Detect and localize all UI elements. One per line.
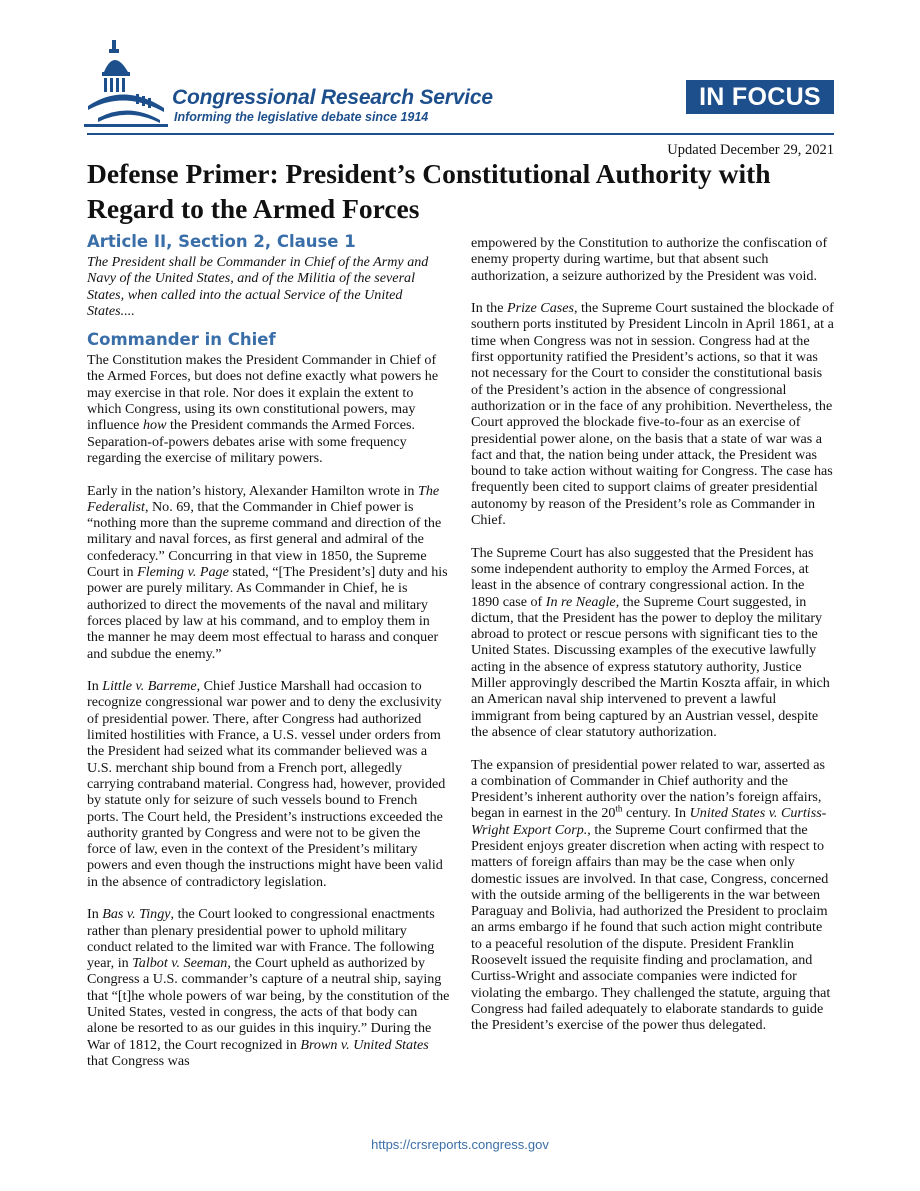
paragraph: The Supreme Court has also suggested that the President has some independent authority to employ the Armed Forces, at least in the absence of contrary congressional action. In the 1890 case of In re Neagle, the Supreme Court suggested, in dictum, that the President has the power to deploy the military abroad to protect or rescue persons with significant ties to the United States. Discussing examples of the executive lawfully acting in the absence of express statutory authority, Justice Miller approvingly described the Martin Koszta affair, in which an American naval ship intervened to prevent a lawful immigrant from being captured by an Austrian vessel, despite the absence of clear statutory authorization. bbox=[471, 544, 830, 740]
paragraph: The expansion of presidential power related to war, asserted as a combination of Commander in Chief authority and the President’s inherent authority over the nation’s foreign affairs, began in earnest in the 20th century. In United States v. Curtiss-Wright Export Corp., the Supreme Court confirmed that the President enjoys greater discretion when acting with respect to matters of foreign affairs than may be the case when only domestic issues are involved. In that case, Congress, concerned with the outside arming of the belligerents in the war between Paraguay and Bolivia, had authorized the President to proclaim an arms embargo if he found that such action might contribute to a peaceful resolution of the dispute. President Franklin Roosevelt issued the requisite finding and proclamation, and Curtiss-Wright and associate companies were indicted for violating the embargo. They challenged the statute, arguing that Congress had failed adequately to elaborate standards to guide the President’s exercise of the power thus delegated. bbox=[471, 756, 831, 1034]
report-header bbox=[0, 0, 920, 224]
in-focus-badge: IN FOCUS bbox=[686, 80, 834, 114]
paragraph: In Little v. Barreme, Chief Justice Marshall had occasion to recognize congressional war power and to deny the exclusivity of presidential power. There, after Congress had authorized limited hostilities with France, a U.S. vessel under orders from the President had seized what its commander believed was a U.S. merchant ship bound from a French port, allegedly carrying contraband material. Congress had, however, provided by statute only for seizure of such vessels bound to French ports. The Court held, the President’s instructions exceeded the authority granted by Congress and were not to be given the force of law, even in the context of the President’s military powers and even though the instructions might have been valid in the absence of contradictory legislation. bbox=[87, 678, 446, 890]
footer-url[interactable]: https://crsreports.congress.gov bbox=[371, 1137, 549, 1152]
paragraph: Early in the nation’s history, Alexander Hamilton wrote in The Federalist, No. 69, that the Commander in Chief power is “nothing more than the supreme command and direction of the military and naval forces, as first general and admiral of the confederacy.” Concurring in that view in 1850, the Supreme Court in Fleming v. Page stated, “[The President’s] duty and his power are purely military. As Commander in Chief, he is authorized to direct the movements of the naval and military forces placed by law at his command, and to employ them in the manner he may deem most effectual to harass and conquer and subdue the enemy.” bbox=[87, 482, 448, 662]
left-column bbox=[87, 231, 450, 1086]
page-title: Defense Primer: President’s Constitutional Authority with Regard to the Armed Forces bbox=[87, 158, 771, 224]
capitol-dome-icon bbox=[84, 38, 168, 128]
paragraph: empowered by the Constitution to authorize the confiscation of enemy property during wartime, but that absent such authorization, a seizure authorized by the President was void. bbox=[471, 235, 828, 284]
header-divider bbox=[87, 133, 834, 135]
constitution-quote: The President shall be Commander in Chief of the Army and Navy of the United States, and of the Militia of the several States, when called into the actual Service of the United States.... bbox=[87, 254, 429, 319]
paragraph: The Constitution makes the President Commander in Chief of the Armed Forces, but does not define exactly what powers he may exercise in that role. Nor does it explain the extent to which Congress, using its own constitutional powers, may influence how the President commands the Armed Forces. Separation-of-powers debates arise with some frequency regarding the exercise of military powers. bbox=[87, 352, 439, 466]
section-heading-commander: Commander in Chief bbox=[87, 330, 276, 350]
updated-date: Updated December 29, 2021 bbox=[667, 142, 834, 158]
org-tagline: Informing the legislative debate since 1914 bbox=[174, 110, 429, 124]
right-column bbox=[471, 235, 834, 1050]
paragraph: In the Prize Cases, the Supreme Court sustained the blockade of southern ports instituted by President Lincoln in April 1861, at a time when Congress was not in session. Congress had at the first opportunity ratified the President’s actions, so that it was not necessary for the Court to consider the constitutional basis of the President’s action in the absence of congressional authorization or in the face of any prohibition. Nevertheless, the Court approved the blockade five-to-four as an exercise of presidential power alone, on the basis that a state of war was a fact and that, the nation being under attack, the President was bound to take action without waiting for Congress. The case has frequently been cited to support claims of greater presidential autonomy by reason of the President’s role as Commander in Chief. bbox=[471, 300, 834, 529]
section-heading-clause: Article II, Section 2, Clause 1 bbox=[87, 232, 356, 251]
paragraph: In Bas v. Tingy, the Court looked to congressional enactments rather than plenary presidential power to uphold military conduct related to the limited war with France. The following year, in Talbot v. Seeman, the Court upheld as authorized by Congress a U.S. commander’s capture of a neutral ship, saying that “[t]he whole powers of war being, by the constitution of the United States, vested in congress, the acts of that body can alone be resorted to as our guides in this inquiry.” During the War of 1812, the Court recognized in Brown v. United States that Congress was bbox=[87, 906, 450, 1069]
org-name: Congressional Research Service bbox=[172, 86, 493, 109]
